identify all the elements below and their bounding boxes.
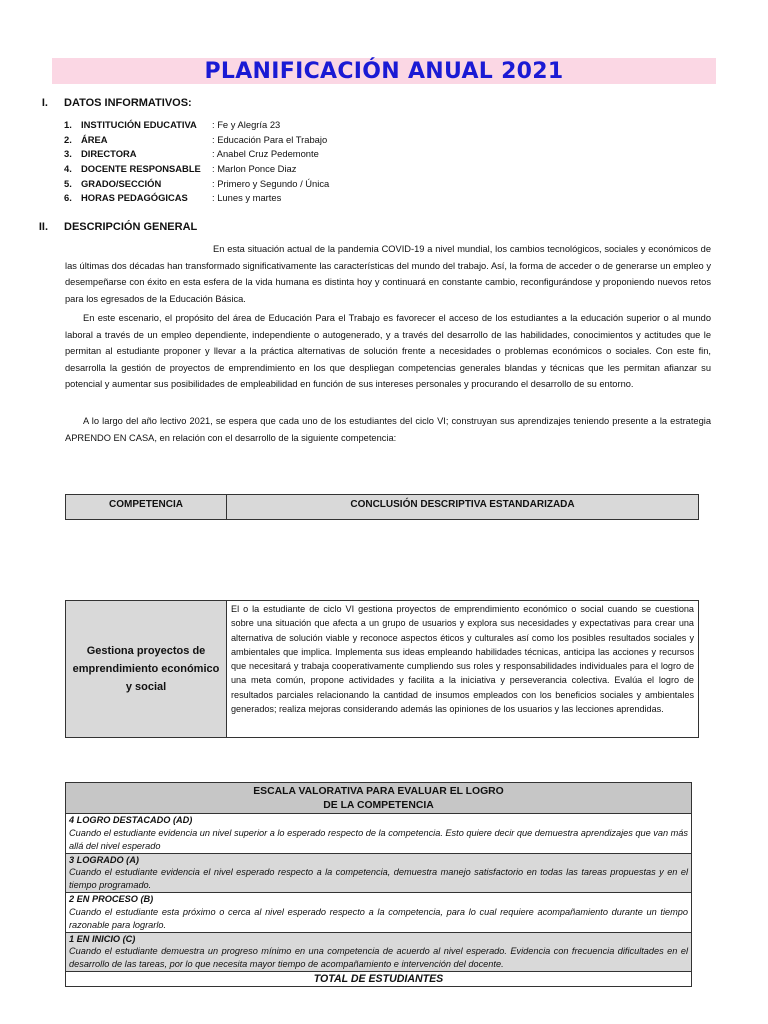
info-value: : Lunes y martes xyxy=(212,192,282,204)
document-title: PLANIFICACIÓN ANUAL 2021 xyxy=(204,59,564,84)
section-number: I. xyxy=(41,97,48,109)
info-number: 6. xyxy=(64,192,72,204)
level-ad xyxy=(66,814,691,854)
paragraph-2: En este escenario, el propósito del área de Educación Para el Trabajo es favorecer el acceso de los estudiantes a la educación superior o al mundo laboral a través de un empleo dependiente, independiente o autogenerado, y a través del desarrollo de las habilidades, conocimientos y actitudes que le permitan al estudiante proponer y llevar a la práctica alternativas de solución frente a necesidades o problemas económicos o sociales. Con este fin, desarrolla la gestión de proyectos de emprendimiento en los que despliegan competencias generales blandas y técnicas que les permitan afianzar su potencial y aumentar sus posibilidades de empleabilidad en función de sus intereses personales y procurando el desarrollo de su entorno. xyxy=(65,313,711,390)
level-title: 2 EN PROCESO (B) xyxy=(69,894,154,904)
info-value: : Fe y Alegría 23 xyxy=(212,119,281,130)
info-number: 5. xyxy=(64,177,72,189)
info-value: : Anabel Cruz Pedemonte xyxy=(212,148,319,160)
info-number: 3. xyxy=(64,148,72,160)
rating-scale-header-line2: DE LA COMPETENCIA xyxy=(323,799,434,811)
paragraph-1: En esta situación actual de la pandemia COVID-19 a nivel mundial, los cambios tecnológicos, sociales y económicos de las últimas dos décadas han transformado significativamente las características del mundo del trabajo. Así, la forma de acceder o de generarse un empleo y desempeñarse con éxito en esta esfera de la vida humana es distinta hoy y continuará en constante cambio, reconfigurándose y proponiendo nuevos retos para los egresados de la Educación Básica. xyxy=(65,244,711,304)
section-label: DESCRIPCIÓN GENERAL xyxy=(64,221,198,233)
paragraph-3: A lo largo del año lectivo 2021, se espera que cada uno de los estudiantes del ciclo VI; construyan sus aprendizajes teniendo presente a la estrategia APRENDO EN CASA, en relación con el desarrollo de la siguiente competencia: xyxy=(65,416,711,443)
rating-scale-header xyxy=(66,783,691,814)
level-title: 3 LOGRADO (A) xyxy=(69,854,139,865)
competency-table-row xyxy=(65,600,699,738)
level-a xyxy=(66,854,691,894)
info-value: : Primero y Segundo / Única xyxy=(212,177,330,189)
level-title: 1 EN INICIO (C) xyxy=(69,933,136,944)
info-label: INSTITUCIÓN EDUCATIVA xyxy=(81,119,197,130)
level-description: Cuando el estudiante evidencia un nivel superior a lo esperado respecto de la competencia. Esto quiere decir que demuestra aprendizajes que van más allá del nivel esperado xyxy=(69,827,689,851)
competency-column-header: COMPETENCIA xyxy=(66,495,227,519)
info-label: HORAS PEDAGÓGICAS xyxy=(81,192,188,204)
info-label: ÁREA xyxy=(81,133,108,145)
rating-scale-table xyxy=(65,782,692,987)
level-description: Cuando el estudiante evidencia el nivel esperado respecto a la competencia, demuestra manejo satisfactorio en todas las tareas propuestas y en el tiempo programado. xyxy=(69,867,688,890)
info-value: : Educación Para el Trabajo xyxy=(212,133,328,145)
info-number: 4. xyxy=(64,163,72,175)
competency-table-header xyxy=(65,494,699,520)
level-description: Cuando el estudiante esta próximo o cerca al nivel esperado respecto a la competencia, para lo cual requiere acompañamiento durante un tiempo razonable para lograrlo. xyxy=(69,906,688,930)
info-label: DIRECTORA xyxy=(81,148,137,160)
info-value: : Marlon Ponce Diaz xyxy=(212,163,297,175)
level-c xyxy=(66,933,691,973)
level-description: Cuando el estudiante demuestra un progreso mínimo en una competencia de acuerdo al nivel esperado. Evidencia con frecuencia dificultades en el desarrollo de las tareas, por lo que necesita mayor tiempo de acompañamiento e intervención del docente. xyxy=(69,946,688,969)
total-students-label: TOTAL DE ESTUDIANTES xyxy=(313,973,444,985)
section-label: DATOS INFORMATIVOS: xyxy=(64,97,192,109)
conclusion-column-header: CONCLUSIÓN DESCRIPTIVA ESTANDARIZADA xyxy=(350,499,575,510)
level-b xyxy=(66,893,691,933)
info-label: DOCENTE RESPONSABLE xyxy=(81,163,201,175)
level-title: 4 LOGRO DESTACADO (AD) xyxy=(69,815,193,825)
info-number: 2. xyxy=(64,133,72,145)
section-number: II. xyxy=(38,221,48,233)
competency-name: Gestiona proyectos de emprendimiento económico y social xyxy=(66,601,227,737)
competency-conclusion: El o la estudiante de ciclo VI gestiona proyectos de emprendimiento económico o social cuando se cuestiona sobre una situación que afecta a un grupo de usuarios y explora sus necesidades y expectativas para crear una alternativa de solución viable y reconoce aspectos éticos y culturales así como los posibles resultados sociales y ambientales que implica. Implementa sus ideas empleando habilidades técnicas, anticipa las acciones y recursos que necesitará y trabaja cooperativamente cumpliendo sus roles y responsabilidades individuales para el logro de una meta común, propone actividades y facilita a la iniciativa y perseverancia colectiva. Evalúa el logro de resultados parciales relacionando la cantidad de insumos empleados con los beneficios sociales y ambientales generados; realiza mejoras considerando además las opiniones de los usuarios y las lecciones aprendidas. xyxy=(231,604,694,715)
info-label: GRADO/SECCIÓN xyxy=(81,177,162,189)
rating-scale-header-line1: ESCALA VALORATIVA PARA EVALUAR EL LOGRO xyxy=(253,786,504,797)
info-number: 1. xyxy=(64,119,72,130)
